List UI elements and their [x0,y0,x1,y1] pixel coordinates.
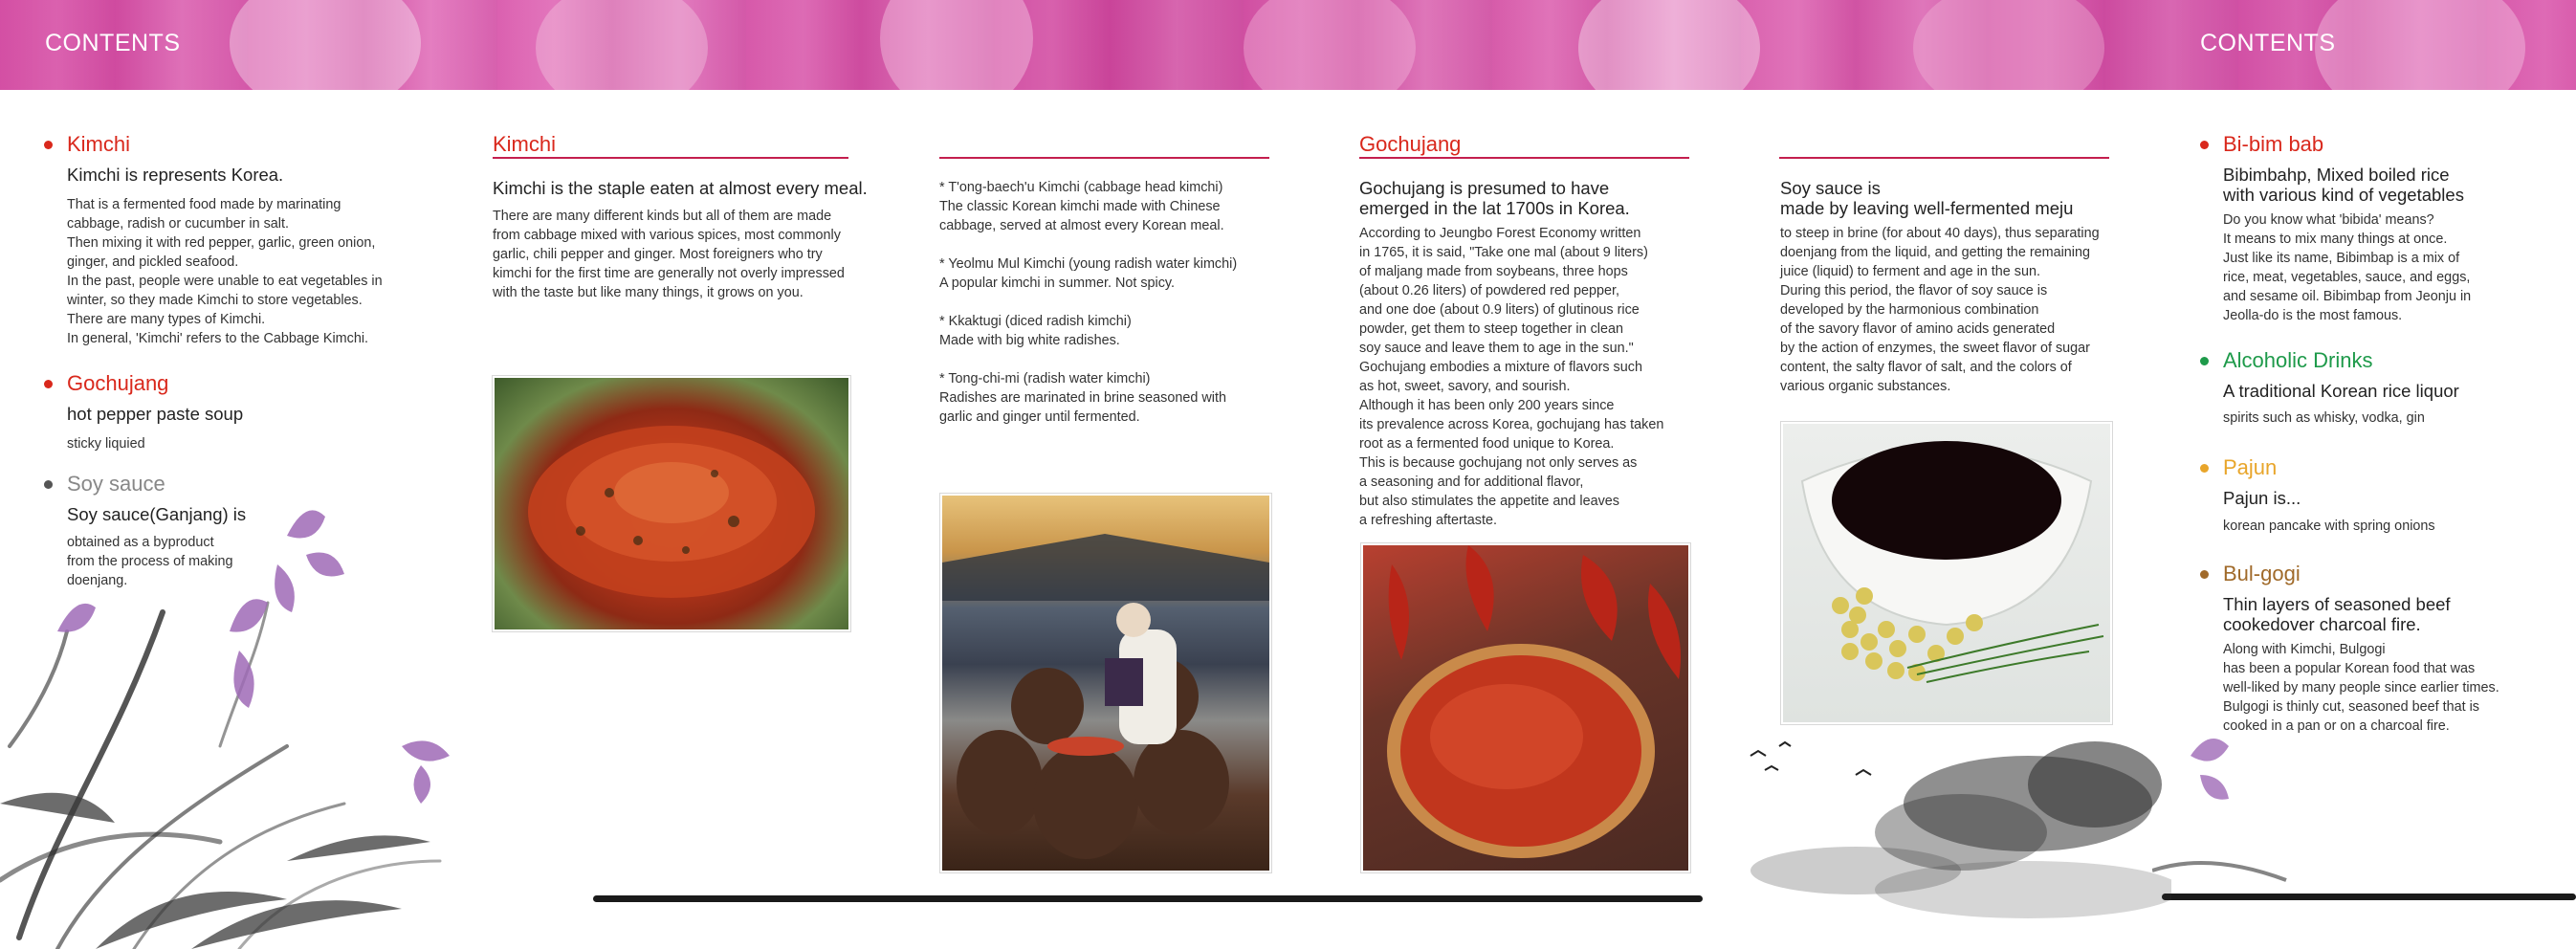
text-line [939,235,1237,254]
text-line: cookedover charcoal fire. [2223,614,2421,634]
text-line: A popular kimchi in summer. Not spicy. [939,276,1176,291]
text-line: winter, so they made Kimchi to store vegetables. [67,293,363,308]
text-line: with the taste but like many things, it grows on you. [493,285,804,300]
onggi-jars-photo [940,494,1271,872]
ink-landscape-illustration [1712,727,2171,949]
text-line: doenjang. [67,573,128,588]
soy-sauce-heading: Soy sauce [67,472,165,496]
heading-rule [493,157,848,159]
text-line: Bibimbahp, Mixed boiled rice [2223,165,2450,185]
text-line: sticky liquied [67,436,145,452]
text-line: to steep in brine (for about 40 days), thus separating [1780,226,2100,241]
text-line: A traditional Korean rice liquor [2223,381,2459,401]
text-line: from cabbage mixed with various spices, most commonly [493,228,841,243]
alcoholic-drinks-subheading [2223,381,2459,401]
text-line: obtained as a byproduct [67,535,214,550]
text-line: Just like its name, Bibimbap is a mix of [2223,251,2460,266]
banner-photo-tile [1913,0,2104,90]
banner-photo-tile [536,0,708,90]
text-line: That is a fermented food made by marinating [67,197,341,212]
gochujang-panel-body [1359,224,1663,530]
alcoholic-drinks-body [2223,408,2425,428]
bibimbab-body [2223,210,2471,325]
bullet-dot [44,480,53,489]
text-line: (about 0.26 liters) of powdered red pepper, [1359,283,1619,298]
bibimbab-subheading [2223,165,2464,205]
text-line: * T'ong-baech'u Kimchi (cabbage head kimchi) [939,180,1223,195]
text-line: developed by the harmonious combination [1780,302,2039,318]
text-line: made by leaving well-fermented meju [1780,198,2074,218]
kimchi-subheading: Kimchi is represents Korea. [67,165,284,185]
contents-label-right: CONTENTS [2200,30,2336,56]
text-line: has been a popular Korean food that was [2223,661,2476,676]
text-line: During this period, the flavor of soy sauce is [1780,283,2048,298]
onggi-jars-detail [942,496,1269,871]
text-line: Soy sauce is [1780,178,1881,198]
text-line: well-liked by many people since earlier times. [2223,680,2499,695]
bulgogi-heading: Bul-gogi [2223,562,2301,585]
pajun-heading: Pajun [2223,455,2278,479]
bullet-dot [2200,464,2209,473]
bullet-dot [44,380,53,388]
soy-sauce-bowl-photo [1781,422,2112,724]
text-line: as hot, sweet, savory, and sourish. [1359,379,1571,394]
banner-photo-tile [1578,0,1760,90]
text-line: Pajun is... [2223,488,2301,508]
text-line [939,350,1237,369]
text-line: * Kkaktugi (diced radish kimchi) [939,314,1132,329]
text-line: Radishes are marinated in brine seasoned with [939,390,1226,406]
soy-sauce-subheading: Soy sauce(Ganjang) is [67,504,247,524]
kimchi-panel-subheading: Kimchi is the staple eaten at almost every meal. [493,178,868,198]
pajun-subheading [2223,488,2301,508]
kimchi-photo [493,376,850,631]
bibimbab-heading: Bi-bim bab [2223,132,2324,156]
soy-sauce-bowl-detail [1783,424,2110,722]
gochujang-bowl-detail [1363,545,1688,871]
kimchi-types-list [939,178,1237,427]
text-line: with various kind of vegetables [2223,185,2464,205]
text-line: ginger, and pickled seafood. [67,254,239,270]
ink-brush-stroke [593,895,1703,902]
text-line: Thin layers of seasoned beef [2223,594,2451,614]
text-line: powder, get them to steep together in clean [1359,321,1624,337]
text-line: spirits such as whisky, vodka, gin [2223,410,2425,426]
gochujang-heading: Gochujang [67,371,169,395]
text-line: various organic substances. [1780,379,1951,394]
gochujang-panel-heading: Gochujang [1359,132,1462,156]
text-line: Made with big white radishes. [939,333,1120,348]
text-line [939,293,1237,312]
heading-rule [1359,157,1689,159]
text-line: This is because gochujang not only serves as [1359,455,1638,471]
text-line: The classic Korean kimchi made with Chinese [939,199,1221,214]
bulgogi-subheading [2223,594,2451,634]
gochujang-subheading: hot pepper paste soup [67,404,244,424]
text-line: of the savory flavor of amino acids generated [1780,321,2056,337]
text-line: Gochujang is presumed to have [1359,178,1610,198]
soy-sauce-panel-subheading [1780,178,2073,218]
text-line: In the past, people were unable to eat vegetables in [67,274,383,289]
text-line: by the action of enzymes, the sweet flavor of sugar [1780,341,2090,356]
text-line: korean pancake with spring onions [2223,519,2435,534]
text-line: and one doe (about 0.9 liters) of glutinous rice [1359,302,1640,318]
text-line: and sesame oil. Bibimbap from Jeonju in [2223,289,2472,304]
banner-photo-tile [230,0,421,90]
text-line: According to Jeungbo Forest Economy written [1359,226,1641,241]
text-line: * Yeolmu Mul Kimchi (young radish water kimchi) [939,256,1238,272]
soy-sauce-panel-body [1780,224,2100,396]
text-line: Do you know what 'bibida' means? [2223,212,2434,228]
banner-photo-tile [880,0,1033,90]
text-line: soy sauce and leave them to age in the sun." [1359,341,1634,356]
text-line: cabbage, radish or cucumber in salt. [67,216,289,232]
alcoholic-drinks-heading: Alcoholic Drinks [2223,348,2373,372]
text-line: content, the salty flavor of salt, and the colors of [1780,360,2072,375]
gochujang-panel-subheading [1359,178,1630,218]
text-line: cooked in a pan or on a charcoal fire. [2223,718,2450,734]
text-line: Gochujang embodies a mixture of flavors such [1359,360,1642,375]
text-line: root as a fermented food unique to Korea. [1359,436,1615,452]
text-line: Although it has been only 200 years since [1359,398,1615,413]
bullet-dot [2200,141,2209,149]
text-line: Bulgogi is thinly cut, seasoned beef that is [2223,699,2479,715]
text-line: emerged in the lat 1700s in Korea. [1359,198,1630,218]
text-line: doenjang from the liquid, and getting the remaining [1780,245,2091,260]
heading-rule [1779,157,2109,159]
bullet-dot [2200,570,2209,579]
text-line: juice (liquid) to ferment and age in the sun. [1780,264,2040,279]
text-line: Along with Kimchi, Bulgogi [2223,642,2386,657]
kimchi-body [67,195,383,348]
text-line: There are many different kinds but all of them are made [493,209,832,224]
text-line: a refreshing aftertaste. [1359,513,1497,528]
text-line: kimchi for the first time are generally not overly impressed [493,266,845,281]
kimchi-panel-body [493,207,845,302]
gochujang-bowl-photo [1361,543,1690,872]
text-line: but also stimulates the appetite and leaves [1359,494,1619,509]
text-line: Jeolla-do is the most famous. [2223,308,2403,323]
banner-photo-tile [1244,0,1416,90]
text-line: garlic and ginger until fermented. [939,409,1140,425]
text-line: There are many types of Kimchi. [67,312,266,327]
text-line: * Tong-chi-mi (radish water kimchi) [939,371,1151,386]
banner-photo-tile [2315,0,2525,90]
text-line: a seasoning and for additional flavor, [1359,474,1584,490]
kimchi-heading: Kimchi [67,132,131,156]
ink-flower-small-illustration [2152,727,2324,918]
kimchi-photo-detail [495,378,848,629]
bullet-dot [2200,357,2209,365]
bulgogi-body [2223,640,2499,736]
text-line: In general, 'Kimchi' refers to the Cabbage Kimchi. [67,331,369,346]
text-line: Then mixing it with red pepper, garlic, green onion, [67,235,376,251]
bullet-dot [44,141,53,149]
pajun-body [2223,517,2435,536]
soy-sauce-body [67,533,233,590]
contents-label-left: CONTENTS [45,30,181,56]
gochujang-body [67,434,145,453]
text-line: of maljang made from soybeans, three hops [1359,264,1628,279]
text-line: in 1765, it is said, "Take one mal (about 9 liters) [1359,245,1648,260]
text-line: cabbage, served at almost every Korean meal. [939,218,1224,233]
text-line: from the process of making [67,554,233,569]
text-line: It means to mix many things at once. [2223,232,2448,247]
header-banner [0,0,2576,90]
text-line: its prevalence across Korea, gochujang has taken [1359,417,1664,432]
heading-rule [939,157,1269,159]
text-line: rice, meat, vegetables, sauce, and eggs, [2223,270,2471,285]
kimchi-panel-heading: Kimchi [493,132,557,156]
text-line: garlic, chili pepper and ginger. Most foreigners who try [493,247,823,262]
